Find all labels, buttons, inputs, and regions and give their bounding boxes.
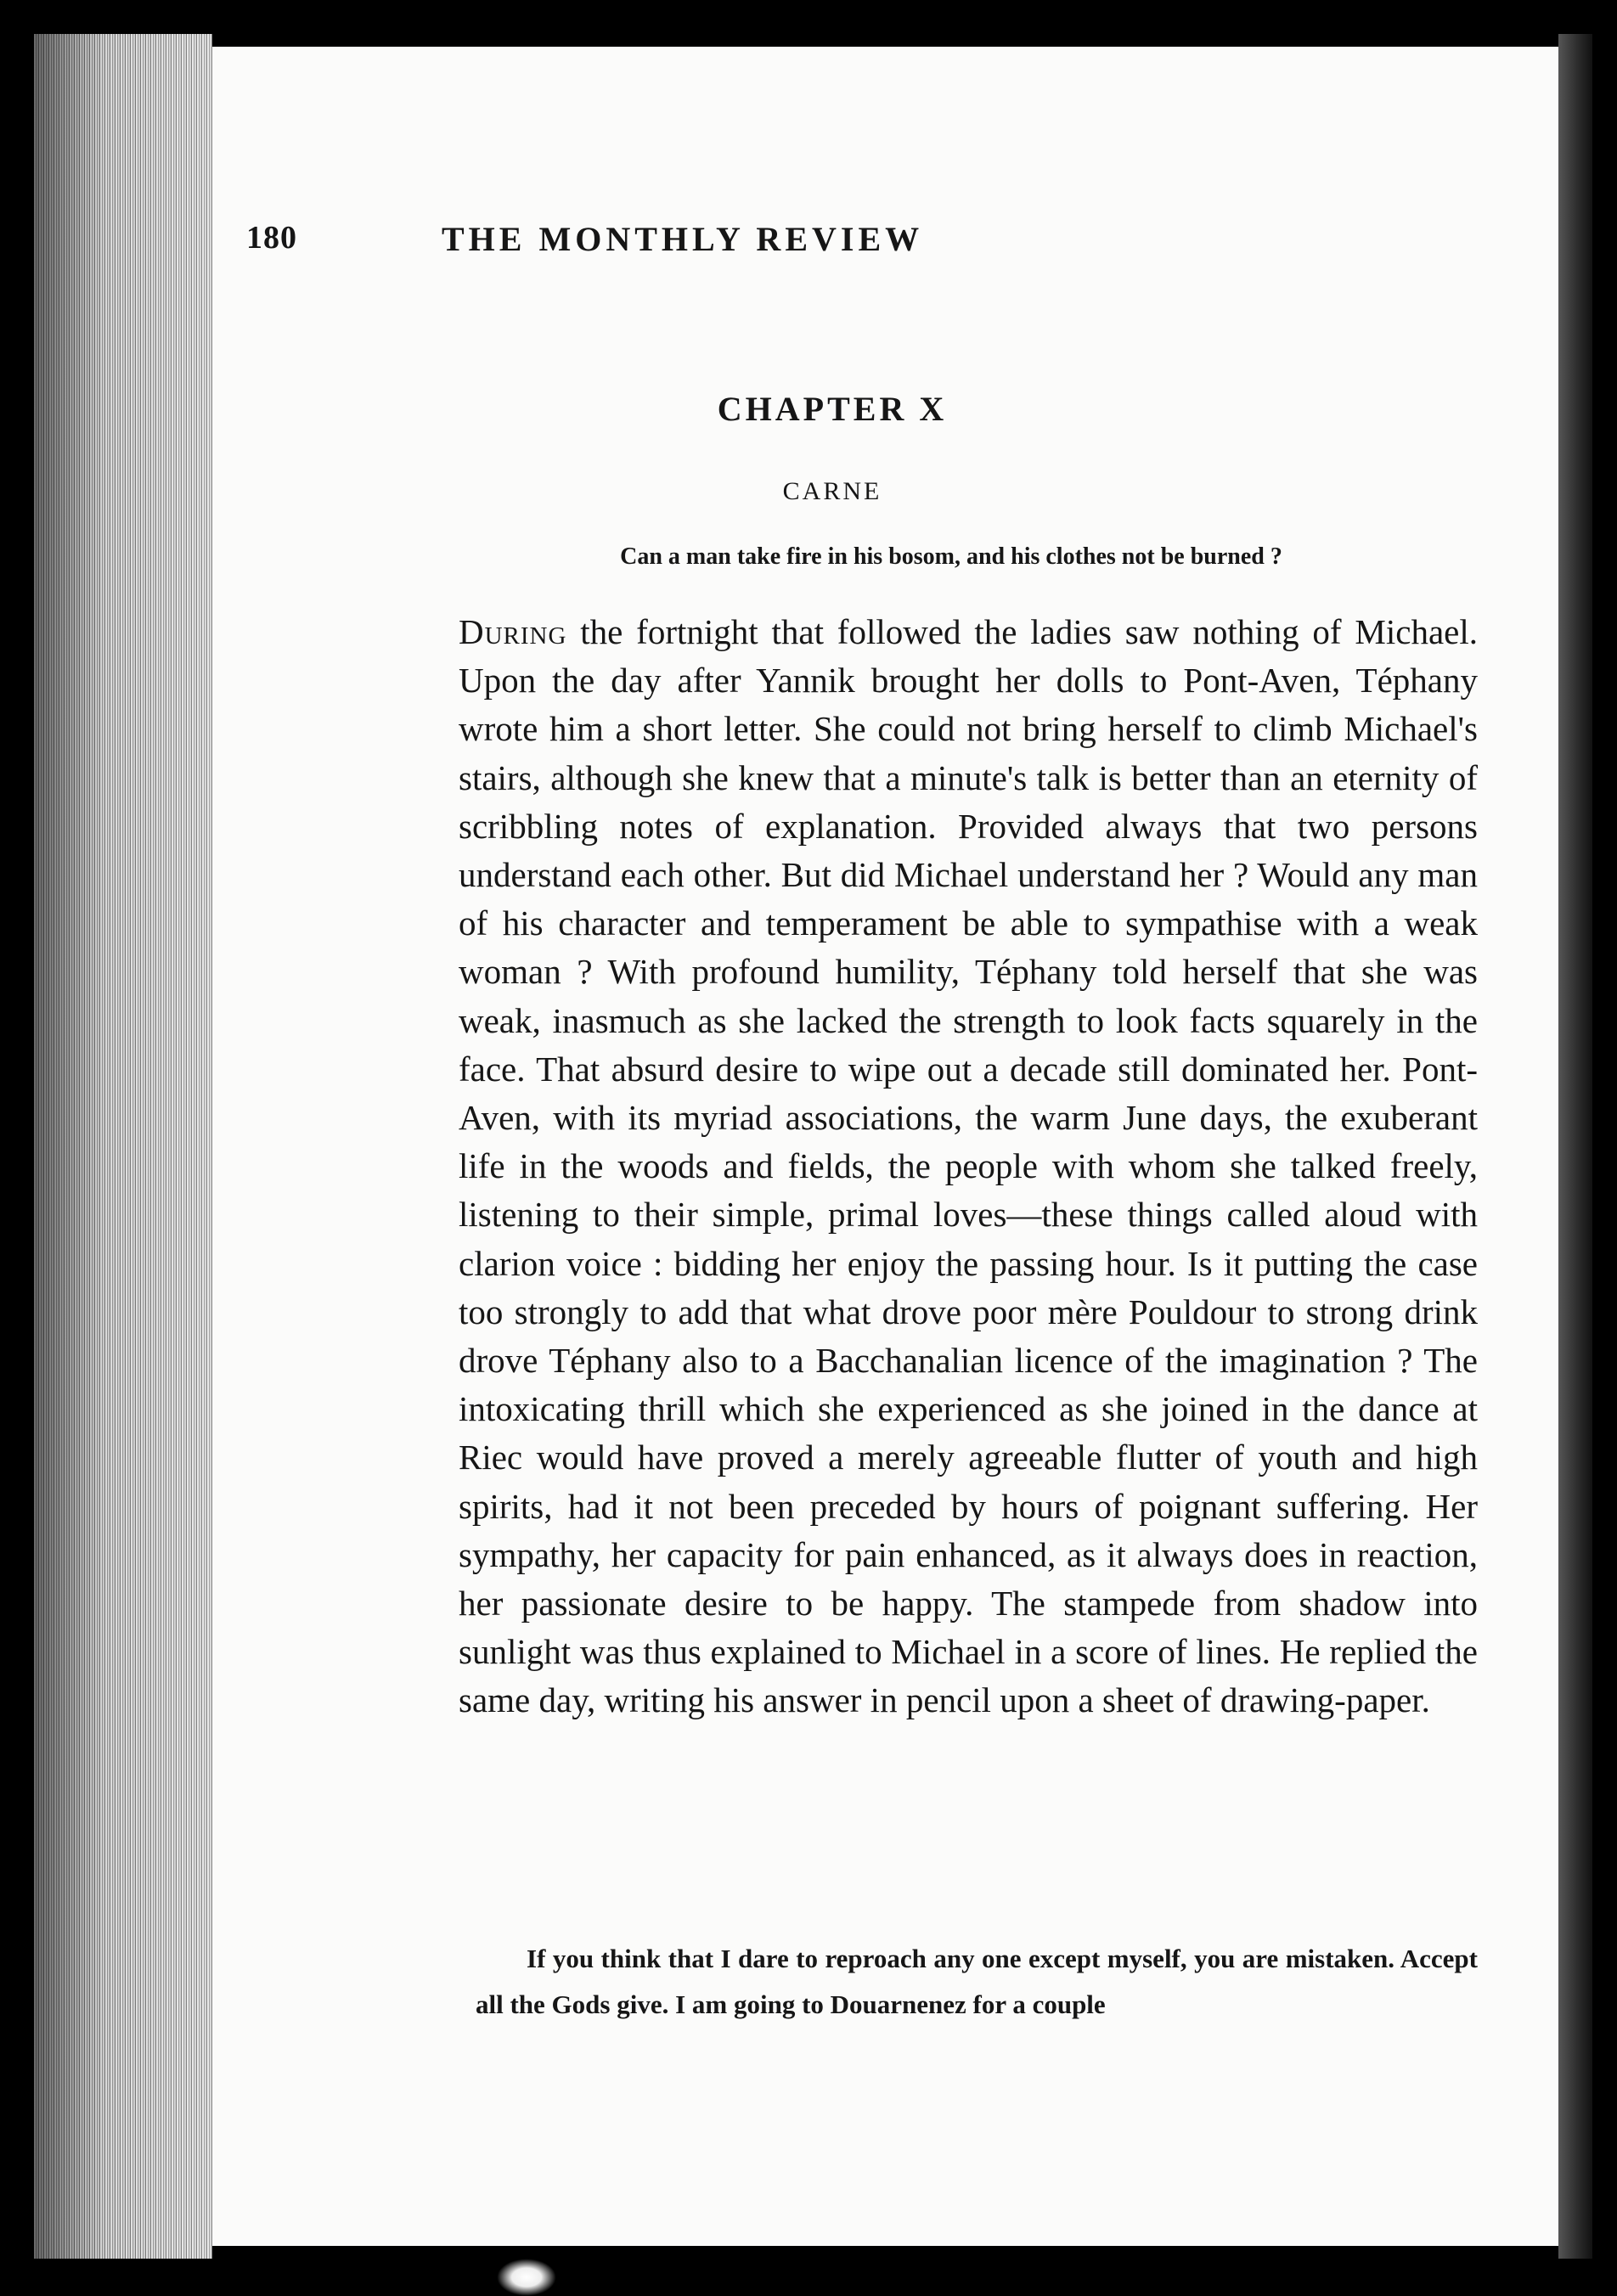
page-edges bbox=[34, 34, 212, 2259]
running-head bbox=[246, 219, 1248, 279]
opening-word: During bbox=[459, 612, 567, 651]
epigraph: Can a man take fire in his bosom, and his clothes not be burned ? bbox=[620, 543, 1282, 570]
paragraph-text: the fortnight that followed the ladies saw nothing of Michael. Upon the day after Yannik brought her dolls to Pont-Aven, Téphany wrote him a short letter. She could not bring herself to climb Michael's stairs, although she knew that a minute's talk is better than an eternity of scribbling notes of explanation. Provided always that two persons understand each other. But did Michael understand her ? Would any man of his character and temperament be able to sympathise with a weak woman ? With profound humility, Téphany told herself that she was weak, inasmuch as she lacked the strength to look facts squarely in the face. That absurd desire to wipe out a decade still dominated her. Pont-Aven, with its myriad associations, the warm June days, the exuberant life in the woods and fields, the people with whom she talked freely, listening to their simple, primal loves—these things called aloud with clarion voice : bidding her enjoy the passing hour. Is it putting the case too strongly to add that what drove poor mère Pouldour to strong drink drove Téphany also to a Bacchanalian licence of the imagination ? The intoxicating thrill which she experienced as she joined in the dance at Riec would have proved a merely agreeable flutter of youth and high spirits, had it not been preceded by hours of poignant suffering. Her sympathy, her capacity for pain enhanced, as it always does in reaction, her passionate desire to be happy. The stampede from shadow into sunlight was thus explained to Michael in a score of lines. He replied the same day, writing his answer in pencil upon a sheet of drawing-paper. bbox=[459, 612, 1478, 1720]
chapter-subtitle: CARNE bbox=[782, 477, 882, 505]
chapter-title: CHAPTER X bbox=[717, 390, 948, 428]
letter-text: If you think that I dare to reproach any one except myself, you are mistaken. Accept all the Gods give. I am going to Douarnenez for a couple bbox=[476, 1944, 1478, 2019]
page-number: 180 bbox=[246, 220, 297, 256]
journal-title: THE MONTHLY REVIEW bbox=[442, 220, 924, 258]
binding-shadow bbox=[1558, 34, 1592, 2259]
body-paragraph bbox=[459, 608, 1478, 1725]
quoted-letter bbox=[476, 1936, 1478, 2028]
scan-artifact bbox=[497, 2259, 556, 2296]
